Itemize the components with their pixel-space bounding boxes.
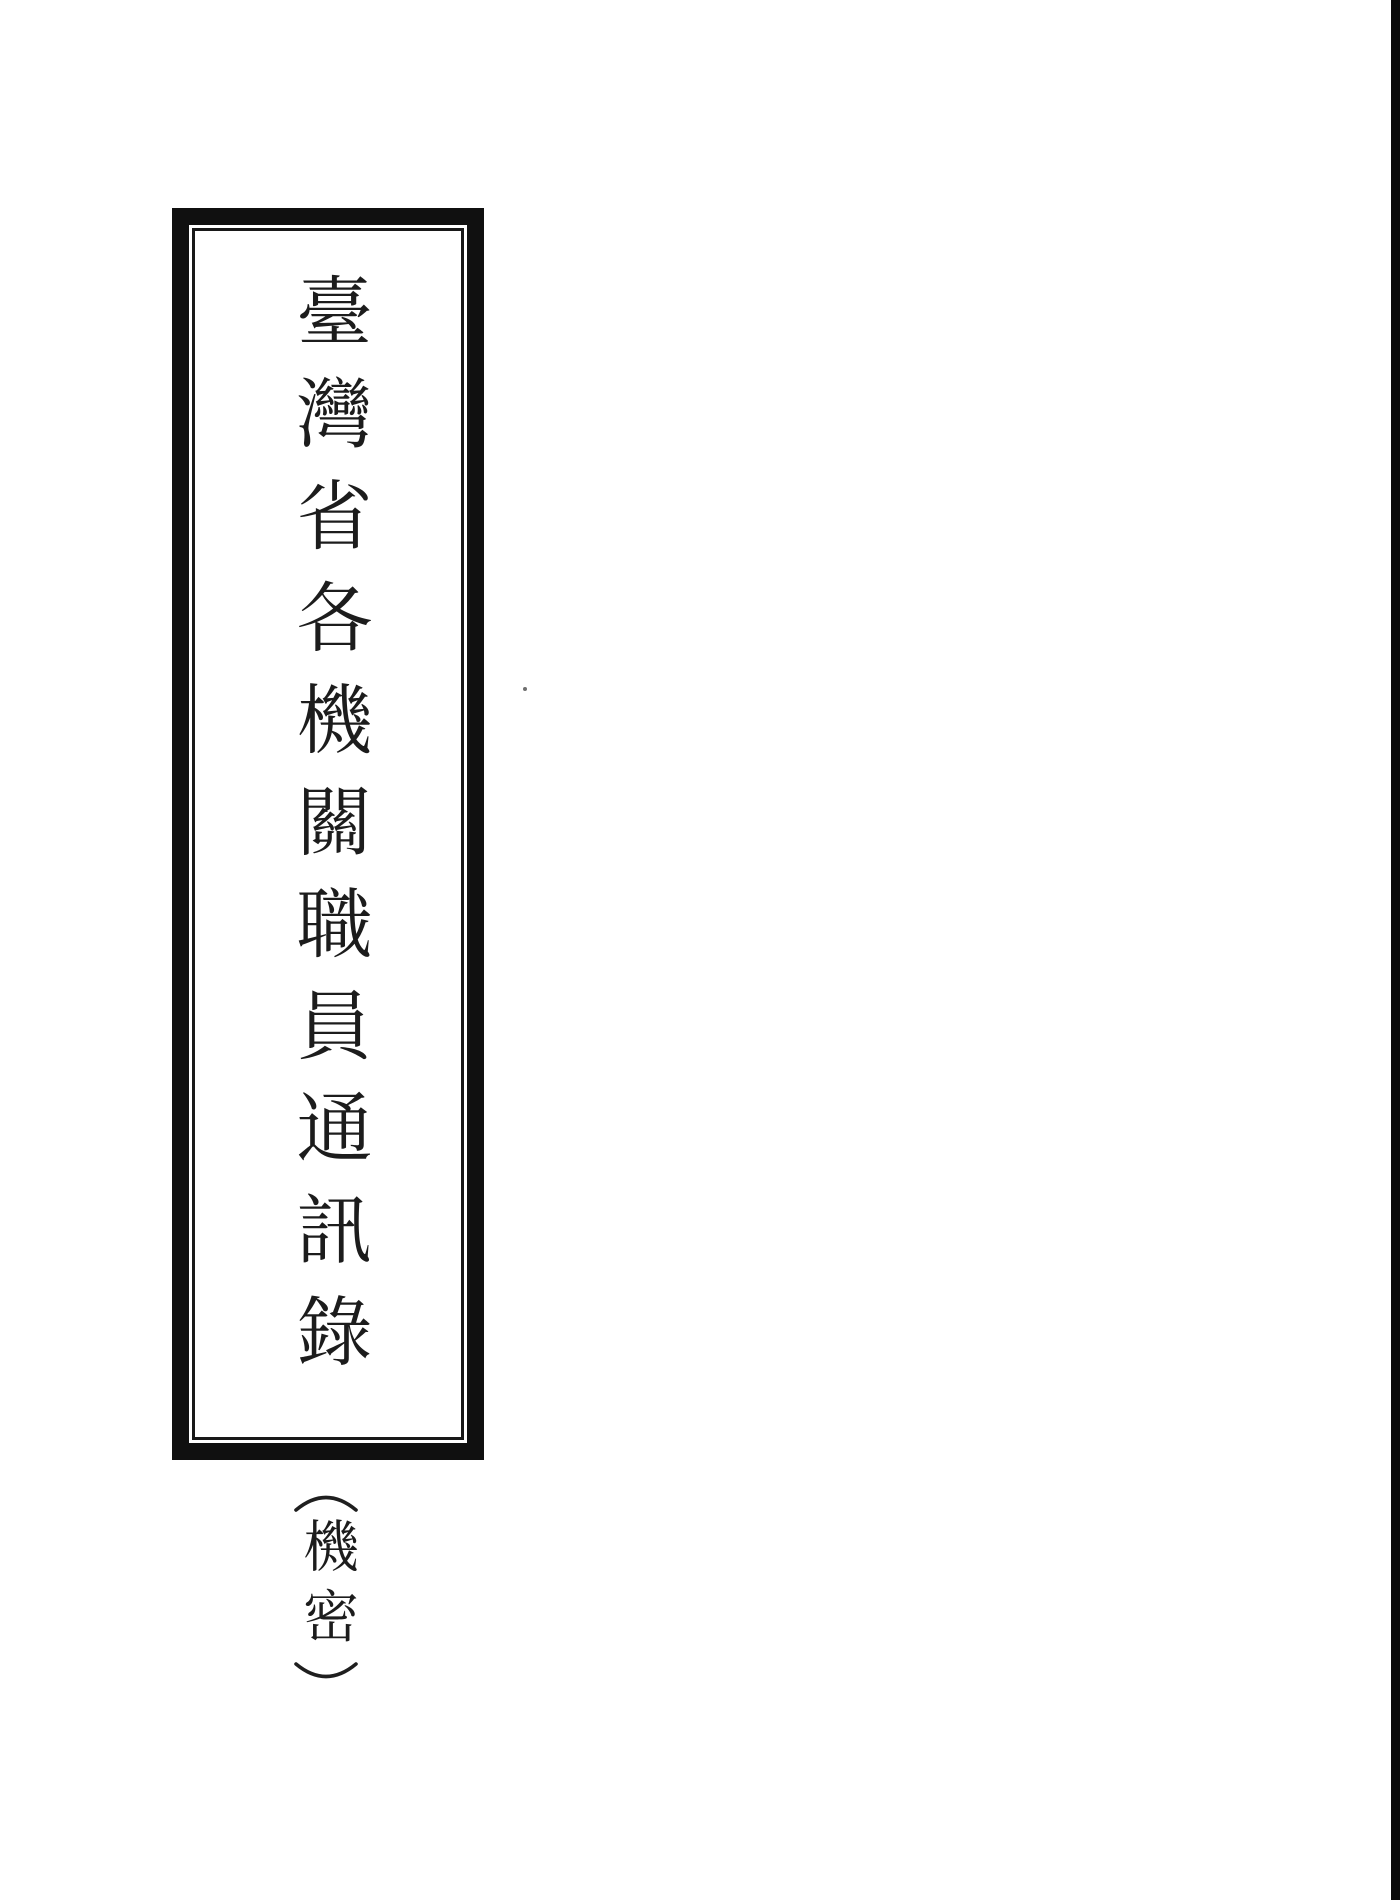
book-title: 臺灣省各機關職員通訊錄 bbox=[284, 272, 373, 1394]
vertical-paren-close-icon bbox=[293, 1662, 359, 1680]
scan-speck bbox=[523, 687, 527, 691]
title-box bbox=[172, 208, 484, 1460]
title-box-inner-frame bbox=[192, 228, 464, 1440]
confidential-marking bbox=[293, 1494, 359, 1680]
scan-gutter-strip bbox=[1391, 0, 1400, 1900]
confidential-label: 機密 bbox=[294, 1517, 359, 1657]
vertical-paren-open-icon bbox=[293, 1494, 359, 1512]
